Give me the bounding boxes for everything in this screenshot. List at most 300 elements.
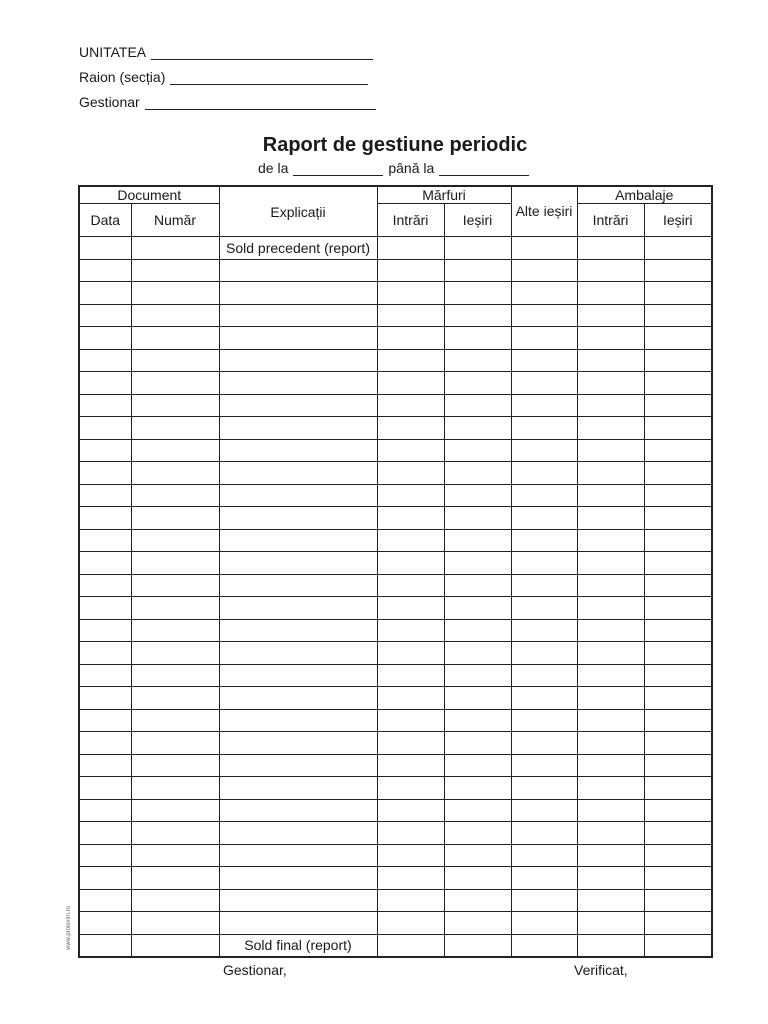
table-cell[interactable] [79,304,131,327]
table-cell[interactable] [511,282,577,305]
table-cell[interactable] [644,574,712,597]
table-cell[interactable] [644,732,712,755]
table-cell[interactable] [131,552,219,575]
table-cell[interactable] [444,732,511,755]
table-cell[interactable] [644,867,712,890]
table-cell[interactable] [79,619,131,642]
table-row [79,282,712,305]
table-cell[interactable] [577,259,644,282]
table-cell[interactable] [131,304,219,327]
table-row [79,912,712,935]
table-cell[interactable] [131,462,219,485]
table-cell[interactable] [219,822,377,845]
section-field [79,69,368,85]
table-cell[interactable] [219,867,377,890]
table-cell[interactable] [577,574,644,597]
table-cell[interactable] [644,237,712,260]
table-cell[interactable] [577,462,644,485]
table-cell[interactable] [511,394,577,417]
section-line[interactable] [170,70,368,85]
table-cell[interactable] [377,934,444,957]
explanations-header: Explicații [219,186,377,237]
table-cell[interactable] [377,754,444,777]
table-cell[interactable] [577,349,644,372]
table-cell[interactable] [79,597,131,620]
table-cell[interactable] [377,799,444,822]
table-cell[interactable] [511,777,577,800]
table-cell[interactable] [644,372,712,395]
table-cell[interactable] [79,507,131,530]
table-cell[interactable] [511,912,577,935]
table-cell[interactable] [444,912,511,935]
table-cell[interactable] [377,394,444,417]
table-cell[interactable] [219,327,377,350]
table-cell[interactable] [444,259,511,282]
table-cell[interactable] [577,822,644,845]
table-cell[interactable] [511,822,577,845]
table-cell[interactable] [444,687,511,710]
table-cell[interactable] [377,529,444,552]
table-cell[interactable] [79,484,131,507]
table-cell[interactable] [577,889,644,912]
table-cell[interactable] [511,439,577,462]
table-cell[interactable] [644,552,712,575]
table-cell[interactable] [219,912,377,935]
unit-field [79,44,373,60]
table-cell[interactable] [511,237,577,260]
table-cell[interactable] [644,304,712,327]
table-cell[interactable] [511,552,577,575]
table-cell[interactable] [377,687,444,710]
table-row [79,687,712,710]
table-row [79,597,712,620]
table-cell[interactable] [644,529,712,552]
table-row [79,439,712,462]
table-cell[interactable] [377,484,444,507]
table-cell[interactable] [131,237,219,260]
table-cell[interactable] [511,597,577,620]
table-cell[interactable] [219,304,377,327]
table-cell[interactable] [219,732,377,755]
table-cell[interactable] [219,282,377,305]
table-cell[interactable] [444,462,511,485]
table-cell[interactable] [79,709,131,732]
table-cell[interactable] [511,867,577,890]
manager-signature-label: Gestionar, [223,962,287,978]
table-cell[interactable] [644,597,712,620]
period-line [258,160,534,176]
table-cell[interactable] [219,259,377,282]
table-cell[interactable] [79,777,131,800]
table-cell[interactable] [511,327,577,350]
table-cell[interactable] [644,709,712,732]
table-cell[interactable] [219,529,377,552]
table-cell[interactable] [131,889,219,912]
table-cell[interactable] [577,664,644,687]
table-cell[interactable] [644,664,712,687]
closing-balance-cell[interactable]: Sold final (report) [219,934,377,957]
table-cell[interactable] [577,754,644,777]
table-cell[interactable] [131,642,219,665]
table-cell[interactable] [644,259,712,282]
table-cell[interactable] [511,687,577,710]
table-cell[interactable] [131,664,219,687]
table-cell[interactable] [79,642,131,665]
table-cell[interactable] [79,417,131,440]
table-row [79,462,712,485]
table-cell[interactable] [131,867,219,890]
table-row [79,889,712,912]
table-cell[interactable] [377,889,444,912]
opening-balance-cell[interactable]: Sold precedent (report) [219,237,377,260]
table-cell[interactable] [377,664,444,687]
table-cell[interactable] [577,709,644,732]
table-cell[interactable] [219,799,377,822]
table-cell[interactable] [219,777,377,800]
table-cell[interactable] [79,349,131,372]
table-cell[interactable] [577,799,644,822]
table-cell[interactable] [511,619,577,642]
table-cell[interactable] [511,417,577,440]
table-cell[interactable] [511,372,577,395]
table-cell[interactable] [644,394,712,417]
table-cell[interactable] [377,439,444,462]
table-cell[interactable] [577,867,644,890]
table-cell[interactable] [131,777,219,800]
table-row [79,372,712,395]
table-cell[interactable] [219,552,377,575]
table-cell[interactable] [377,372,444,395]
table-cell[interactable] [131,439,219,462]
table-cell[interactable] [219,664,377,687]
table-row [79,777,712,800]
table-cell[interactable] [644,687,712,710]
table-row [79,799,712,822]
table-cell[interactable] [377,327,444,350]
goods-in-header: Intrări [377,204,444,237]
table-cell[interactable] [444,642,511,665]
table-cell[interactable] [511,507,577,530]
table-cell[interactable] [444,867,511,890]
table-row [79,349,712,372]
table-cell[interactable] [444,439,511,462]
table-cell[interactable] [377,237,444,260]
table-row [79,642,712,665]
table-cell[interactable] [644,777,712,800]
unit-label: UNITATEA [79,44,147,60]
goods-out-header: Ieșiri [444,204,511,237]
table-cell[interactable] [79,394,131,417]
number-header: Număr [131,204,219,237]
table-cell[interactable] [444,709,511,732]
table-cell[interactable] [377,417,444,440]
table-cell[interactable] [131,822,219,845]
period-to-blank[interactable] [439,161,529,176]
table-cell[interactable] [131,754,219,777]
table-cell[interactable] [79,259,131,282]
table-cell[interactable] [511,529,577,552]
table-cell[interactable] [377,552,444,575]
table-cell[interactable] [219,687,377,710]
table-cell[interactable] [131,912,219,935]
table-cell[interactable] [219,597,377,620]
table-cell[interactable] [644,439,712,462]
table-cell[interactable] [577,687,644,710]
table-cell[interactable] [131,394,219,417]
table-cell[interactable] [377,462,444,485]
table-cell[interactable] [644,934,712,957]
table-cell[interactable] [577,619,644,642]
table-cell[interactable] [219,844,377,867]
table-cell[interactable] [219,889,377,912]
table-cell[interactable] [219,417,377,440]
table-cell[interactable] [131,619,219,642]
table-cell[interactable] [219,642,377,665]
table-cell[interactable] [444,529,511,552]
table-cell[interactable] [577,372,644,395]
table-cell[interactable] [511,709,577,732]
table-cell[interactable] [219,439,377,462]
table-cell[interactable] [511,732,577,755]
table-cell[interactable] [131,327,219,350]
table-cell[interactable] [644,822,712,845]
table-cell[interactable] [377,619,444,642]
table-cell[interactable] [444,799,511,822]
table-cell[interactable] [577,597,644,620]
table-cell[interactable] [644,349,712,372]
table-cell[interactable] [444,237,511,260]
table-cell[interactable] [644,484,712,507]
table-row [79,484,712,507]
table-cell[interactable] [644,889,712,912]
table-cell[interactable] [79,462,131,485]
table-cell[interactable] [577,934,644,957]
table-cell[interactable] [219,349,377,372]
table-cell[interactable] [219,462,377,485]
table-cell[interactable] [377,282,444,305]
table-cell[interactable] [444,327,511,350]
table-cell[interactable] [577,777,644,800]
period-to-label: până la [388,160,435,176]
table-cell[interactable] [444,754,511,777]
table-cell[interactable] [219,619,377,642]
table-cell[interactable] [131,417,219,440]
period-from-blank[interactable] [293,161,383,176]
table-cell[interactable] [79,844,131,867]
document-group-header: Document [79,186,219,204]
table-cell[interactable] [577,327,644,350]
margin-note: www.prolexim.ro [66,905,72,950]
table-cell[interactable] [644,844,712,867]
table-cell[interactable] [377,642,444,665]
table-cell[interactable] [377,732,444,755]
table-cell[interactable] [79,439,131,462]
table-cell[interactable] [511,259,577,282]
table-cell[interactable] [79,867,131,890]
table-cell[interactable] [219,754,377,777]
table-cell[interactable] [79,912,131,935]
table-cell[interactable] [511,484,577,507]
table-cell[interactable] [577,282,644,305]
table-cell[interactable] [131,597,219,620]
table-cell[interactable] [79,282,131,305]
table-cell[interactable] [79,889,131,912]
table-cell[interactable] [577,642,644,665]
table-cell[interactable] [219,574,377,597]
table-cell[interactable] [219,709,377,732]
table-cell[interactable] [511,462,577,485]
table-cell[interactable] [444,777,511,800]
table-cell[interactable] [79,574,131,597]
table-cell[interactable] [644,507,712,530]
table-cell[interactable] [511,844,577,867]
table-cell[interactable] [511,574,577,597]
table-cell[interactable] [377,574,444,597]
table-cell[interactable] [131,709,219,732]
table-row [79,664,712,687]
table-cell[interactable] [79,687,131,710]
table-cell[interactable] [444,552,511,575]
table-cell[interactable] [444,417,511,440]
table-cell[interactable] [444,282,511,305]
table-cell[interactable] [79,372,131,395]
pack-in-header: Intrări [577,204,644,237]
table-cell[interactable] [577,304,644,327]
table-cell[interactable] [644,282,712,305]
section-label: Raion (secția) [79,69,166,85]
table-cell[interactable] [644,754,712,777]
table-row [79,529,712,552]
manager-line[interactable] [145,95,376,110]
table-cell[interactable] [444,372,511,395]
table-cell[interactable] [131,574,219,597]
table-cell[interactable] [644,417,712,440]
table-cell[interactable] [577,484,644,507]
table-cell[interactable] [511,349,577,372]
table-cell[interactable] [377,507,444,530]
table-cell[interactable] [444,664,511,687]
table-cell[interactable] [79,529,131,552]
table-cell[interactable] [444,822,511,845]
table-cell[interactable] [444,507,511,530]
table-cell[interactable] [644,327,712,350]
table-cell[interactable] [577,394,644,417]
table-cell[interactable] [444,844,511,867]
table-cell[interactable] [511,754,577,777]
page-title: Raport de gestiune periodic [262,134,528,156]
report-table [78,185,713,958]
table-cell[interactable] [377,709,444,732]
table-cell[interactable] [577,912,644,935]
table-cell[interactable] [511,934,577,957]
table-cell[interactable] [577,417,644,440]
table-cell[interactable] [131,282,219,305]
table-cell[interactable] [131,934,219,957]
table-cell[interactable] [444,394,511,417]
table-cell[interactable] [131,799,219,822]
table-cell[interactable] [131,484,219,507]
table-cell[interactable] [577,507,644,530]
table-cell[interactable] [644,619,712,642]
table-cell[interactable] [131,732,219,755]
table-cell[interactable] [577,439,644,462]
table-cell[interactable] [79,822,131,845]
table-cell[interactable] [131,349,219,372]
table-cell[interactable] [577,732,644,755]
table-cell[interactable] [511,304,577,327]
table-cell[interactable] [131,844,219,867]
table-cell[interactable] [444,619,511,642]
table-cell[interactable] [377,867,444,890]
table-cell[interactable] [377,259,444,282]
table-cell[interactable] [377,349,444,372]
table-cell[interactable] [511,664,577,687]
table-cell[interactable] [511,889,577,912]
table-cell[interactable] [131,372,219,395]
unit-line[interactable] [151,45,373,60]
table-cell[interactable] [444,889,511,912]
table-cell[interactable] [577,529,644,552]
table-cell[interactable] [377,597,444,620]
table-cell[interactable] [79,754,131,777]
table-row [79,934,712,957]
table-cell[interactable] [79,732,131,755]
table-row [79,754,712,777]
table-cell[interactable] [377,777,444,800]
table-cell[interactable] [79,934,131,957]
table-cell[interactable] [79,327,131,350]
table-cell[interactable] [577,844,644,867]
table-row [79,844,712,867]
table-cell[interactable] [444,597,511,620]
table-cell[interactable] [644,642,712,665]
table-cell[interactable] [79,664,131,687]
table-cell[interactable] [219,484,377,507]
table-cell[interactable] [79,237,131,260]
table-cell[interactable] [444,349,511,372]
table-cell[interactable] [644,462,712,485]
table-cell[interactable] [79,799,131,822]
table-cell[interactable] [644,912,712,935]
table-cell[interactable] [444,574,511,597]
table-cell[interactable] [219,372,377,395]
table-row [79,867,712,890]
table-cell[interactable] [131,687,219,710]
table-cell[interactable] [377,822,444,845]
table-cell[interactable] [131,259,219,282]
table-cell[interactable] [511,799,577,822]
table-cell[interactable] [444,304,511,327]
table-cell[interactable] [219,394,377,417]
packaging-group-header: Ambalaje [577,186,712,204]
table-cell[interactable] [79,552,131,575]
table-cell[interactable] [219,507,377,530]
table-cell[interactable] [131,529,219,552]
table-cell[interactable] [444,934,511,957]
table-cell[interactable] [577,237,644,260]
table-cell[interactable] [644,799,712,822]
table-cell[interactable] [377,912,444,935]
table-cell[interactable] [511,642,577,665]
manager-field [79,94,376,110]
table-cell[interactable] [377,304,444,327]
date-header: Data [79,204,131,237]
table-row [79,822,712,845]
table-cell[interactable] [444,484,511,507]
table-cell[interactable] [131,507,219,530]
table-cell[interactable] [377,844,444,867]
table-cell[interactable] [577,552,644,575]
